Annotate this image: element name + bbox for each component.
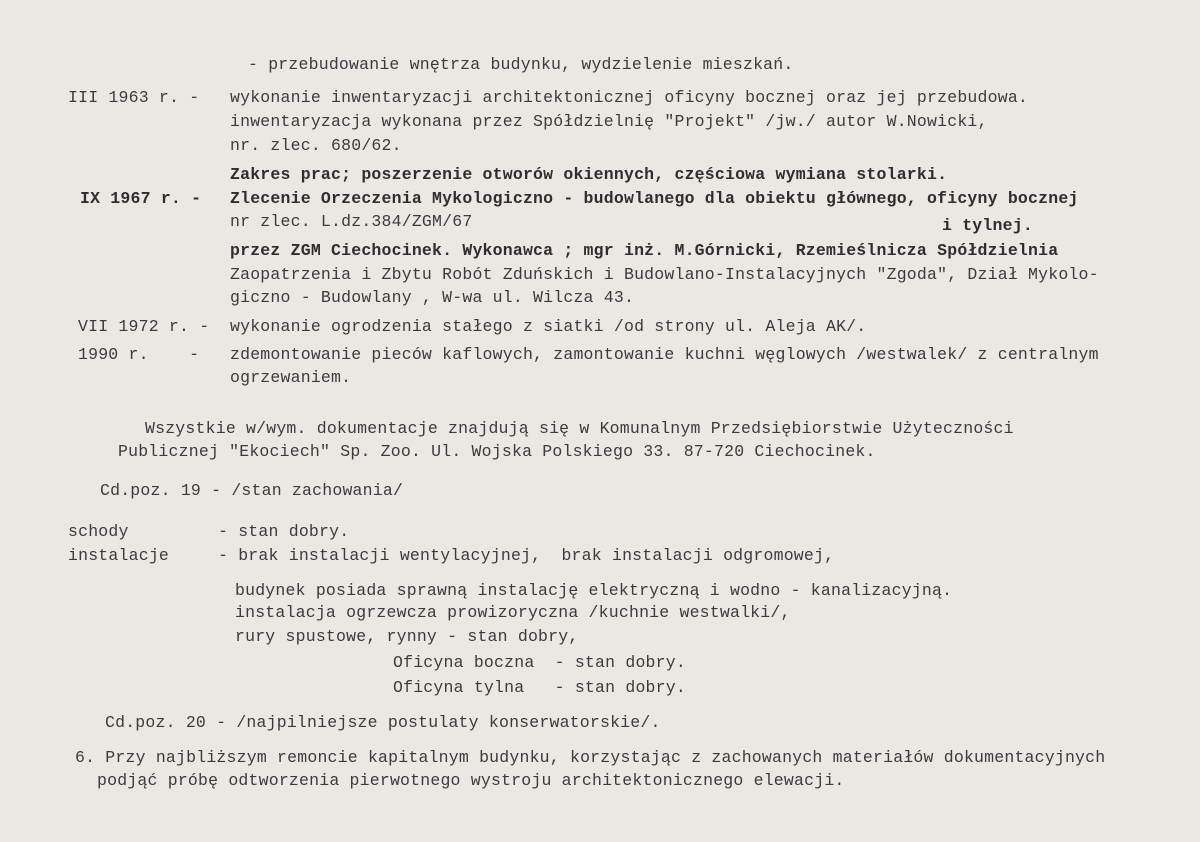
instalacje-line: instalacja ogrzewcza prowizoryczna /kuchnie westwalki/, <box>235 603 791 622</box>
instalacje-line: rury spustowe, rynny - stan dobry, <box>235 627 579 646</box>
entry-1990-line: ogrzewaniem. <box>230 368 352 387</box>
history-intro: - przebudowanie wnętrza budynku, wydzielenie mieszkań. <box>248 55 794 74</box>
entry-1967-line: giczno - Budowlany , W-wa ul. Wilcza 43. <box>230 288 635 307</box>
entry-1972-date: VII 1972 r. - <box>78 317 210 336</box>
entry-1963-line: inwentaryzacja wykonana przez Spółdzielnię "Projekt" /jw./ autor W.Nowicki, <box>230 112 988 131</box>
instalacje-line: - brak instalacji wentylacyjnej, brak instalacji odgromowej, <box>218 546 835 565</box>
schody-value: - stan dobry. <box>218 522 350 541</box>
poz20-line: 6. Przy najbliższym remoncie kapitalnym budynku, korzystając z zachowanych materiałów dokumentacyjnych <box>75 748 1106 767</box>
entry-1967-line: Zlecenie Orzeczenia Mykologiczno - budowlanego dla obiektu głównego, oficyny bocznej <box>230 189 1079 208</box>
entry-1967-line: i tylnej. <box>942 216 1033 235</box>
poz20-line: podjąć próbę odtworzenia pierwotnego wystroju architektonicznego elewacji. <box>97 771 845 790</box>
poz19-heading: Cd.poz. 19 - /stan zachowania/ <box>100 481 404 500</box>
note-line: Wszystkie w/wym. dokumentacje znajdują się w Komunalnym Przedsiębiorstwie Użyteczności <box>145 419 1014 438</box>
instalacje-line: Oficyna boczna - stan dobry. <box>393 653 686 672</box>
schody-label: schody <box>68 522 129 541</box>
entry-1972-line: wykonanie ogrodzenia stałego z siatki /od strony ul. Aleja AK/. <box>230 317 867 336</box>
entry-1967-line: Zaopatrzenia i Zbytu Robót Zduńskich i Budowlano-Instalacyjnych "Zgoda", Dział Mykolo- <box>230 265 1099 284</box>
entry-1963-line: nr. zlec. 680/62. <box>230 136 402 155</box>
instalacje-label: instalacje <box>68 546 170 565</box>
entry-1963-date: III 1963 r. - <box>68 88 200 107</box>
instalacje-line: Oficyna tylna - stan dobry. <box>393 678 686 697</box>
instalacje-line: budynek posiada sprawną instalację elektryczną i wodno - kanalizacyjną. <box>235 581 953 600</box>
entry-1963-line: wykonanie inwentaryzacji architektonicznej oficyny bocznej oraz jej przebudowa. <box>230 88 1029 107</box>
entry-1967-date: IX 1967 r. - <box>80 189 202 208</box>
poz20-heading: Cd.poz. 20 - /najpilniejsze postulaty konserwatorskie/. <box>105 713 661 732</box>
entry-1990-date: 1990 r. - <box>78 345 200 364</box>
note-line: Publicznej "Ekociech" Sp. Zoo. Ul. Wojska Polskiego 33. 87-720 Ciechocinek. <box>118 442 876 461</box>
entry-1967-line: przez ZGM Ciechocinek. Wykonawca ; mgr inż. M.Górnicki, Rzemieślnicza Spółdzielnia <box>230 241 1059 260</box>
entry-1963-line: Zakres prac; poszerzenie otworów okiennych, częściowa wymiana stolarki. <box>230 165 948 184</box>
entry-1990-line: zdemontowanie pieców kaflowych, zamontowanie kuchni węglowych /westwalek/ z centralnym <box>230 345 1099 364</box>
entry-1967-line: nr zlec. L.dz.384/ZGM/67 <box>230 212 473 231</box>
